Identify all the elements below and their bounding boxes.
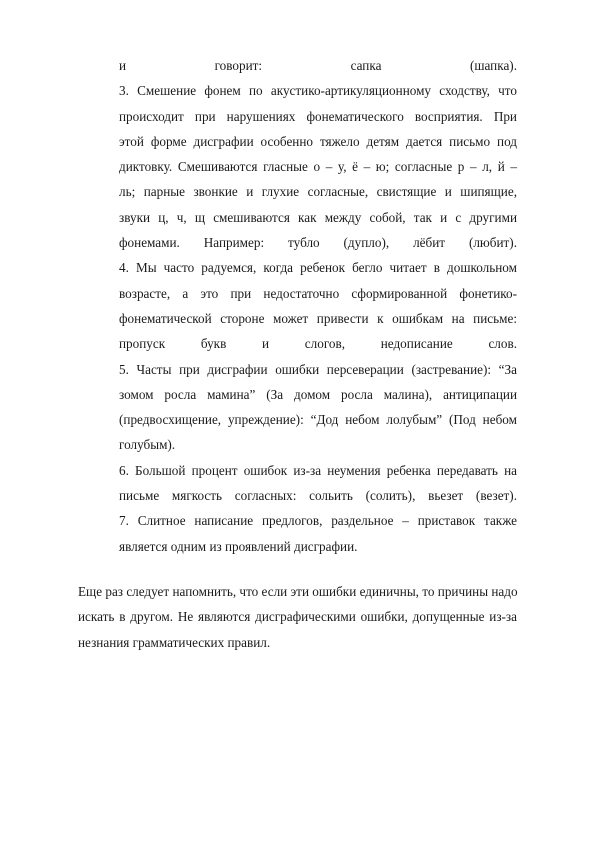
text-line: 7. Слитное написание предлогов, раздельное – приставок также [119,513,517,529]
text-line: пропуск букв и слогов, недописание слов. [119,336,517,352]
text-line: ль; парные звонкие и глухие согласные, свистящие и шипящие, [119,184,517,200]
text-line: является одним из проявлений дисграфии. [119,538,358,554]
error-types-list [119,53,517,559]
text-line: незнания грамматических правил. [78,634,271,650]
text-line: искать в другом. Не являются дисграфическими ошибки, допущенные из-за [78,609,517,625]
text-line: (предвосхищение, упреждение): “Дод небом лолубым” (Под небом [119,412,517,428]
text-line: 5. Часты при дисграфии ошибки персеверации (застревание): “За [119,361,517,377]
text-line: и говорит: сапка (шапка). [119,58,517,73]
text-line: фонематической стороне может привести к ошибкам на письме: [119,310,517,326]
text-line: 3. Смешение фонем по акустико-артикуляционному сходству, что [119,83,517,99]
text-line: фонемами. Например: тубло (дупло), лёбит (любит). [119,235,517,251]
text-line: звуки ц, ч, щ смешиваются как между собой, так и с другими [119,209,517,225]
text-line: возрасте, а это при недостаточно сформированной фонетико- [119,285,517,301]
text-line: 6. Большой процент ошибок из-за неумения ребенка передавать на [119,462,517,478]
text-line: происходит при нарушениях фонематического восприятия. При [119,108,517,124]
text-line: 4. Мы часто радуемся, когда ребенок бегло читает в дошкольном [119,260,517,276]
text-line: диктовку. Смешиваются гласные о – у, ё – ю; согласные р – л, й – [119,159,517,175]
text-line: этой форме дисграфии особенно тяжело детям дается письмо под [119,133,517,149]
text-line: письме мягкость согласных: сольить (солить), вьезет (везет). [119,488,517,504]
text-line: голубым). [119,437,176,453]
text-line: Еще раз следует напомнить, что если эти ошибки единичны, то причины надо [78,584,518,599]
closing-paragraph [78,579,517,655]
text-line: зомом росла мамина” (За домом росла малина), антиципации [119,386,517,402]
